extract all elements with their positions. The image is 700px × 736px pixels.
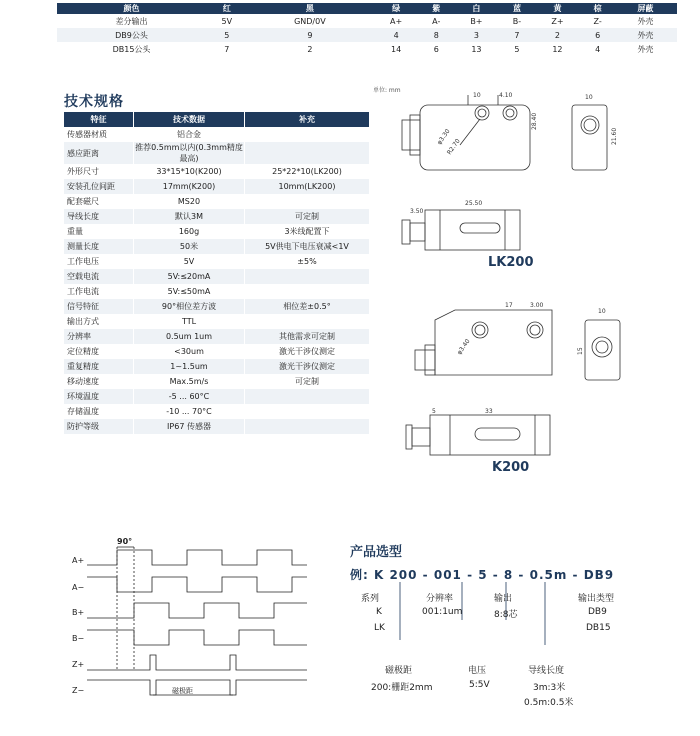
wiring-header-cell: 白 xyxy=(452,3,500,14)
spec-data-cell: 33*15*10(K200) xyxy=(134,164,245,179)
spec-data-cell: 默认3M xyxy=(134,209,245,224)
resolution-label: 分辨率 xyxy=(426,594,454,604)
wiring-body xyxy=(57,14,677,56)
spec-feature-cell: 外形尺寸 xyxy=(64,164,134,179)
spec-note-cell: 3米线配置下 xyxy=(245,224,370,239)
spec-feature-cell: 移动速度 xyxy=(64,374,134,389)
lk200-side-view xyxy=(572,94,618,170)
spec-feature-cell: 存储温度 xyxy=(64,404,134,419)
spec-feature-cell: 分辨率 xyxy=(64,329,134,344)
voltage-value: 5:5V xyxy=(469,680,490,690)
spec-feature-cell: 传感器材质 xyxy=(64,127,134,142)
wiring-cell: 5 xyxy=(514,44,520,54)
signal-b-plus xyxy=(87,603,307,618)
wiring-header-cell: 绿 xyxy=(372,3,420,14)
selection-title: 产品选型 xyxy=(350,545,403,560)
spec-note-cell xyxy=(245,269,370,284)
wiring-cell: 外壳 xyxy=(637,16,654,26)
pole-sel-label: 磁极距 xyxy=(385,666,413,676)
spec-feature-cell: 环境温度 xyxy=(64,389,134,404)
spec-data-cell: 5V:≤20mA xyxy=(134,269,245,284)
spec-row xyxy=(64,179,370,194)
wiring-header-cell: 屏蔽 xyxy=(614,3,677,14)
spec-header-row xyxy=(64,112,370,127)
spec-row xyxy=(64,194,370,209)
spec-row xyxy=(64,284,370,299)
spec-feature-cell: 重复精度 xyxy=(64,359,134,374)
wiring-header-cell: 红 xyxy=(206,3,248,14)
spec-table xyxy=(64,112,370,434)
spec-feature-cell: 测量长度 xyxy=(64,239,134,254)
spec-data-cell: 推荐0.5mm以内(0.3mm精度最高) xyxy=(135,143,243,163)
spec-feature-cell: 工作电压 xyxy=(64,254,134,269)
k200-side-view xyxy=(577,308,620,380)
spec-row xyxy=(64,224,370,239)
wiring-cell: 外壳 xyxy=(637,44,654,54)
wiring-cell: 8 xyxy=(420,28,452,42)
spec-title: 技术规格 xyxy=(64,94,124,110)
cable-value: 0.5m:0.5米 xyxy=(524,698,574,708)
wiring-cell: 2 xyxy=(533,28,581,42)
lk200-dim-text: 10 xyxy=(473,92,481,99)
spec-data-cell: Max.5m/s xyxy=(134,374,245,389)
wiring-header-cell: 黄 xyxy=(533,3,581,14)
spec-feature-cell: 感应距离 xyxy=(64,142,134,164)
spec-data-cell: 铝合金 xyxy=(134,127,245,142)
timing-diagram xyxy=(72,535,312,705)
spec-data-cell: 5V xyxy=(134,254,245,269)
signal-label: B+ xyxy=(72,608,85,617)
spec-header-data: 技术数据 xyxy=(134,112,245,127)
wiring-row xyxy=(57,28,677,42)
output-type-value: DB15 xyxy=(586,623,611,633)
wiring-cell: 12 xyxy=(552,44,563,54)
wiring-cell: B- xyxy=(512,16,522,26)
phase-label: 90° xyxy=(117,537,133,546)
signal-a-plus xyxy=(87,550,307,565)
wiring-header-cell: 紫 xyxy=(420,3,452,14)
spec-feature-cell: 导线长度 xyxy=(64,209,134,224)
spec-data-cell: 17mm(K200) xyxy=(134,179,245,194)
signal-label: B− xyxy=(72,634,85,643)
cable-label: 导线长度 xyxy=(528,666,565,676)
lk200-dim-text: 10 xyxy=(585,94,593,101)
spec-row xyxy=(64,299,370,314)
lk200-front-view xyxy=(402,200,520,250)
spec-row xyxy=(64,254,370,269)
spec-feature-cell: 工作电流 xyxy=(64,284,134,299)
spec-feature-cell: 配套磁尺 xyxy=(64,194,134,209)
spec-row xyxy=(64,127,370,142)
spec-note-cell xyxy=(245,389,370,404)
wiring-cell: A+ xyxy=(390,16,403,26)
wiring-cell: 14 xyxy=(391,44,402,54)
wiring-cell: 2 xyxy=(307,44,313,54)
wiring-cell: 9 xyxy=(248,28,373,42)
spec-note-cell: 10mm(LK200) xyxy=(245,179,370,194)
spec-note-cell xyxy=(245,404,370,419)
k200-front-view xyxy=(406,408,550,455)
spec-data-cell: 50米 xyxy=(134,239,245,254)
spec-note-cell xyxy=(245,419,370,434)
lk200-top-view xyxy=(402,92,538,170)
spec-note-cell: 5V供电下电压衰减<1V xyxy=(245,239,370,254)
k200-dim-text: 15 xyxy=(577,347,584,355)
spec-note-cell xyxy=(245,194,370,209)
spec-data-cell: 160g xyxy=(134,224,245,239)
series-value: LK xyxy=(374,623,385,633)
wiring-header-cell: 棕 xyxy=(581,3,613,14)
spec-row xyxy=(64,344,370,359)
spec-data-cell: <30um xyxy=(134,344,245,359)
spec-row xyxy=(64,359,370,374)
lk200-label: LK200 xyxy=(488,255,534,270)
spec-row xyxy=(64,419,370,434)
selection-example: 例: K 200 - 001 - 5 - 8 - 0.5m - DB9 xyxy=(350,568,615,582)
wiring-cell: 4 xyxy=(595,44,601,54)
spec-feature-cell: 定位精度 xyxy=(64,344,134,359)
spec-note-cell: 可定制 xyxy=(245,374,370,389)
spec-note-cell: 25*22*10(LK200) xyxy=(245,164,370,179)
wiring-cell: 7 xyxy=(224,44,230,54)
pole-label: 磁极距 xyxy=(172,687,193,695)
spec-row xyxy=(64,314,370,329)
pole-sel-value: 200:栅距2mm xyxy=(371,683,433,693)
spec-row xyxy=(64,389,370,404)
output-type-label: 输出类型 xyxy=(578,594,615,604)
k200-top-view xyxy=(415,302,552,375)
output-label: 输出 xyxy=(494,594,513,604)
k200-dim-text: 10 xyxy=(598,308,606,315)
lk200-dim-text: 21.60 xyxy=(611,127,618,145)
spec-note-cell: 其他需求可定制 xyxy=(245,329,370,344)
spec-row xyxy=(64,164,370,179)
k200-dim-text: φ3.40 xyxy=(455,337,472,357)
lk200-dim-text: φ3.30 xyxy=(435,127,452,147)
spec-feature-cell: 空载电流 xyxy=(64,269,134,284)
signal-b-minus xyxy=(87,630,307,645)
wiring-cell: 4 xyxy=(372,28,420,42)
spec-note-cell: 激光干涉仪测定 xyxy=(245,344,370,359)
lk200-dim-text: 28.40 xyxy=(531,112,538,130)
spec-data-cell: IP67 传感器 xyxy=(134,419,245,434)
wiring-cell: 3 xyxy=(452,28,500,42)
voltage-label: 电压 xyxy=(468,666,487,676)
spec-row xyxy=(64,142,370,164)
spec-note-cell: 可定制 xyxy=(245,209,370,224)
spec-row xyxy=(64,329,370,344)
spec-row xyxy=(64,404,370,419)
series-value: K xyxy=(376,607,382,617)
spec-note-cell: 相位差±0.5° xyxy=(245,299,370,314)
resolution-value: 001:1um xyxy=(422,607,463,617)
spec-note-cell xyxy=(245,314,370,329)
spec-row xyxy=(64,374,370,389)
wiring-row xyxy=(57,14,677,28)
signal-label: Z− xyxy=(72,686,85,695)
spec-body xyxy=(64,127,370,434)
spec-header-note: 补充 xyxy=(245,112,370,127)
wiring-cell: GND/0V xyxy=(294,16,326,26)
lk200-dim-text: 3.50 xyxy=(410,208,424,215)
series-label: 系列 xyxy=(361,594,380,604)
spec-row xyxy=(64,269,370,284)
k200-dim-text: 5 xyxy=(432,408,436,415)
spec-note-cell xyxy=(245,142,370,164)
spec-feature-cell: 防护等级 xyxy=(64,419,134,434)
spec-row xyxy=(64,239,370,254)
spec-data-cell: MS20 xyxy=(134,194,245,209)
dimension-drawings xyxy=(380,85,680,485)
wiring-cell: 6 xyxy=(581,28,613,42)
wiring-cell: 5V xyxy=(221,16,233,26)
wiring-cell: Z+ xyxy=(551,16,564,26)
wiring-header-cell: 黑 xyxy=(248,3,373,14)
signal-z-minus xyxy=(87,680,307,695)
spec-data-cell: 90°相位差方波 xyxy=(134,299,245,314)
output-type-value: DB9 xyxy=(588,607,607,617)
spec-data-cell: 5V:≤50mA xyxy=(134,284,245,299)
spec-note-cell: 激光干涉仪测定 xyxy=(245,359,370,374)
spec-data-cell: -5 ... 60°C xyxy=(134,389,245,404)
spec-row xyxy=(64,209,370,224)
spec-feature-cell: 重量 xyxy=(64,224,134,239)
wiring-table xyxy=(57,3,677,56)
signal-z-plus xyxy=(87,655,307,670)
spec-note-cell: ±5% xyxy=(245,254,370,269)
k200-dim-text: 17 xyxy=(505,302,513,309)
cable-value: 3m:3米 xyxy=(533,683,566,693)
wiring-cell: 5 xyxy=(206,28,248,42)
wiring-cell: 13 xyxy=(471,44,482,54)
spec-feature-cell: 安装孔位间距 xyxy=(64,179,134,194)
signal-label: Z+ xyxy=(72,660,85,669)
wiring-cell: B+ xyxy=(470,16,483,26)
spec-data-cell: TTL xyxy=(134,314,245,329)
spec-feature-cell: 输出方式 xyxy=(64,314,134,329)
signal-label: A− xyxy=(72,583,85,592)
wiring-cell: 6 xyxy=(433,44,439,54)
signal-a-minus xyxy=(87,577,307,592)
wiring-cell: 差分输出 xyxy=(115,16,148,26)
wiring-header-cell: 蓝 xyxy=(500,3,533,14)
k200-dim-text: 3.00 xyxy=(530,302,544,309)
wiring-cell: 外壳 xyxy=(614,28,677,42)
lk200-dim-text: R2.70 xyxy=(445,137,462,157)
spec-feature-cell: 信号特征 xyxy=(64,299,134,314)
wiring-header-cell: 颜色 xyxy=(57,3,206,14)
lk200-dim-text: 4.10 xyxy=(499,92,513,99)
wiring-cell: DB15公头 xyxy=(112,44,151,54)
spec-header-feature: 特征 xyxy=(64,112,134,127)
signal-label: A+ xyxy=(72,556,85,565)
unit-label: 单位: mm xyxy=(373,87,401,94)
wiring-cell: 7 xyxy=(500,28,533,42)
wiring-cell: A- xyxy=(432,16,441,26)
wiring-header-row xyxy=(57,3,677,14)
wiring-cell: Z- xyxy=(593,16,602,26)
spec-note-cell xyxy=(245,127,370,142)
wiring-cell: DB9公头 xyxy=(57,28,206,42)
spec-data-cell: 0.5um 1um xyxy=(134,329,245,344)
lk200-dim-text: 25.50 xyxy=(465,200,483,207)
k200-dim-text: 33 xyxy=(485,408,493,415)
spec-note-cell xyxy=(245,284,370,299)
spec-data-cell: -10 ... 70°C xyxy=(134,404,245,419)
wiring-row xyxy=(57,42,677,56)
output-value: 8:8芯 xyxy=(494,610,518,620)
spec-data-cell: 1~1.5um xyxy=(134,359,245,374)
k200-label: K200 xyxy=(492,460,530,475)
